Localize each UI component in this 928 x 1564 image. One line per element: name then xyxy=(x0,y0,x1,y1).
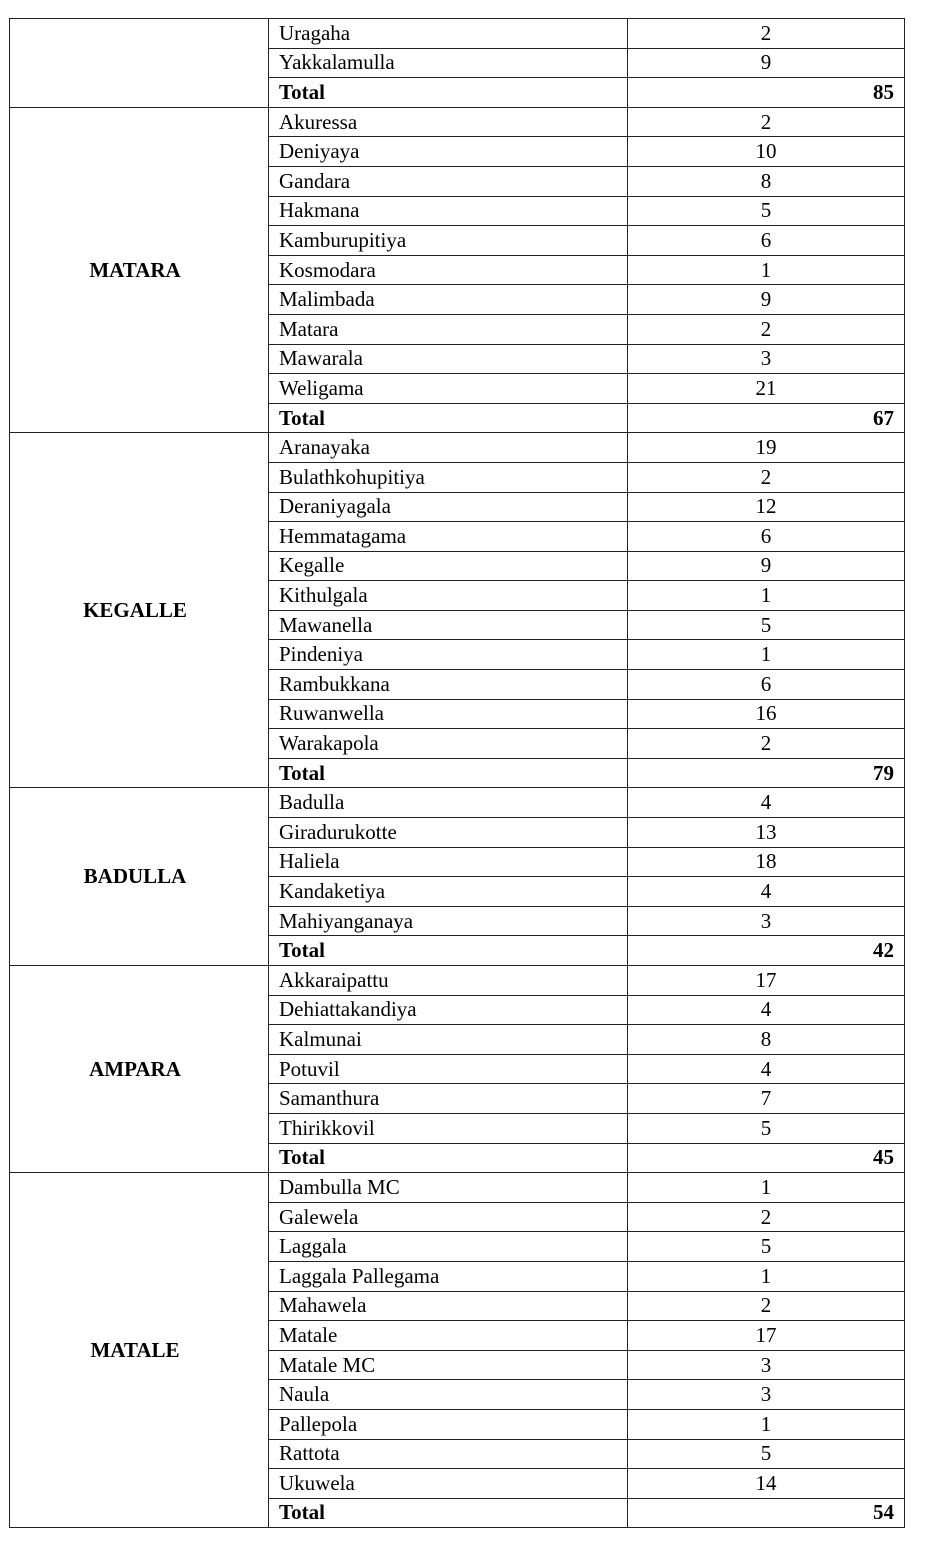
division-name: Laggala xyxy=(269,1232,628,1262)
division-count: 5 xyxy=(628,196,905,226)
division-count: 10 xyxy=(628,137,905,167)
division-name: Yakkalamulla xyxy=(269,48,628,78)
division-count: 3 xyxy=(628,1350,905,1380)
division-name: Dambulla MC xyxy=(269,1173,628,1203)
division-name: Kandaketiya xyxy=(269,877,628,907)
division-count: 6 xyxy=(628,226,905,256)
division-name: Rambukkana xyxy=(269,670,628,700)
division-count: 4 xyxy=(628,877,905,907)
division-name: Deniyaya xyxy=(269,137,628,167)
division-count: 4 xyxy=(628,995,905,1025)
division-count: 3 xyxy=(628,1380,905,1410)
total-label: Total xyxy=(269,1498,628,1528)
table-row xyxy=(10,788,905,818)
table-row xyxy=(10,19,905,49)
division-count: 2 xyxy=(628,107,905,137)
division-name: Warakapola xyxy=(269,729,628,759)
division-name: Thirikkovil xyxy=(269,1113,628,1143)
district-name-ampara: AMPARA xyxy=(10,966,269,1173)
division-count: 1 xyxy=(628,255,905,285)
division-count: 9 xyxy=(628,551,905,581)
district-name-badulla: BADULLA xyxy=(10,788,269,966)
division-name: Matara xyxy=(269,314,628,344)
division-count: 12 xyxy=(628,492,905,522)
division-name: Ukuwela xyxy=(269,1469,628,1499)
division-name: Hakmana xyxy=(269,196,628,226)
division-count: 18 xyxy=(628,847,905,877)
division-count: 5 xyxy=(628,1232,905,1262)
division-count: 2 xyxy=(628,314,905,344)
division-count: 21 xyxy=(628,374,905,404)
division-count: 9 xyxy=(628,48,905,78)
total-label: Total xyxy=(269,936,628,966)
division-count: 1 xyxy=(628,640,905,670)
division-count: 3 xyxy=(628,344,905,374)
table-row xyxy=(10,107,905,137)
division-name: Aranayaka xyxy=(269,433,628,463)
division-count: 14 xyxy=(628,1469,905,1499)
district-name-matale: MATALE xyxy=(10,1173,269,1528)
division-count: 1 xyxy=(628,1173,905,1203)
division-name: Ruwanwella xyxy=(269,699,628,729)
division-name: Akuressa xyxy=(269,107,628,137)
table-row xyxy=(10,433,905,463)
total-label: Total xyxy=(269,758,628,788)
district-table xyxy=(9,18,905,1528)
division-count: 5 xyxy=(628,1113,905,1143)
division-name: Kamburupitiya xyxy=(269,226,628,256)
division-count: 4 xyxy=(628,788,905,818)
total-value: 42 xyxy=(628,936,905,966)
division-count: 3 xyxy=(628,906,905,936)
division-count: 9 xyxy=(628,285,905,315)
division-count: 1 xyxy=(628,1409,905,1439)
division-count: 2 xyxy=(628,729,905,759)
total-label: Total xyxy=(269,78,628,108)
division-count: 17 xyxy=(628,1321,905,1351)
division-count: 16 xyxy=(628,699,905,729)
division-name: Matale MC xyxy=(269,1350,628,1380)
division-name: Kegalle xyxy=(269,551,628,581)
division-name: Mawanella xyxy=(269,610,628,640)
division-count: 8 xyxy=(628,166,905,196)
division-name: Samanthura xyxy=(269,1084,628,1114)
division-name: Pindeniya xyxy=(269,640,628,670)
division-count: 7 xyxy=(628,1084,905,1114)
division-name: Kalmunai xyxy=(269,1025,628,1055)
table-row xyxy=(10,1173,905,1203)
total-label: Total xyxy=(269,403,628,433)
division-count: 6 xyxy=(628,522,905,552)
total-label: Total xyxy=(269,1143,628,1173)
division-name: Laggala Pallegama xyxy=(269,1261,628,1291)
division-name: Akkaraipattu xyxy=(269,966,628,996)
division-name: Potuvil xyxy=(269,1054,628,1084)
division-count: 2 xyxy=(628,1291,905,1321)
division-name: Giradurukotte xyxy=(269,818,628,848)
division-name: Pallepola xyxy=(269,1409,628,1439)
division-count: 2 xyxy=(628,19,905,49)
division-count: 6 xyxy=(628,670,905,700)
division-name: Haliela xyxy=(269,847,628,877)
division-count: 5 xyxy=(628,1439,905,1469)
division-name: Mahiyanganaya xyxy=(269,906,628,936)
total-value: 85 xyxy=(628,78,905,108)
total-value: 67 xyxy=(628,403,905,433)
division-name: Hemmatagama xyxy=(269,522,628,552)
table-row xyxy=(10,966,905,996)
division-count: 5 xyxy=(628,610,905,640)
division-count: 17 xyxy=(628,966,905,996)
table-body xyxy=(10,19,905,1528)
division-name: Kosmodara xyxy=(269,255,628,285)
division-name: Mahawela xyxy=(269,1291,628,1321)
total-value: 79 xyxy=(628,758,905,788)
division-name: Deraniyagala xyxy=(269,492,628,522)
district-name-kegalle: KEGALLE xyxy=(10,433,269,788)
division-name: Weligama xyxy=(269,374,628,404)
division-count: 19 xyxy=(628,433,905,463)
division-name: Kithulgala xyxy=(269,581,628,611)
division-name: Gandara xyxy=(269,166,628,196)
division-count: 1 xyxy=(628,581,905,611)
division-count: 2 xyxy=(628,1202,905,1232)
division-name: Uragaha xyxy=(269,19,628,49)
division-count: 4 xyxy=(628,1054,905,1084)
division-count: 8 xyxy=(628,1025,905,1055)
district-name-matara: MATARA xyxy=(10,107,269,433)
division-name: Badulla xyxy=(269,788,628,818)
division-name: Matale xyxy=(269,1321,628,1351)
division-count: 1 xyxy=(628,1261,905,1291)
division-name: Dehiattakandiya xyxy=(269,995,628,1025)
total-value: 54 xyxy=(628,1498,905,1528)
division-name: Mawarala xyxy=(269,344,628,374)
total-value: 45 xyxy=(628,1143,905,1173)
division-count: 13 xyxy=(628,818,905,848)
division-name: Malimbada xyxy=(269,285,628,315)
division-name: Galewela xyxy=(269,1202,628,1232)
division-name: Rattota xyxy=(269,1439,628,1469)
division-name: Bulathkohupitiya xyxy=(269,462,628,492)
division-count: 2 xyxy=(628,462,905,492)
division-name: Naula xyxy=(269,1380,628,1410)
district-name-continued xyxy=(10,19,269,108)
